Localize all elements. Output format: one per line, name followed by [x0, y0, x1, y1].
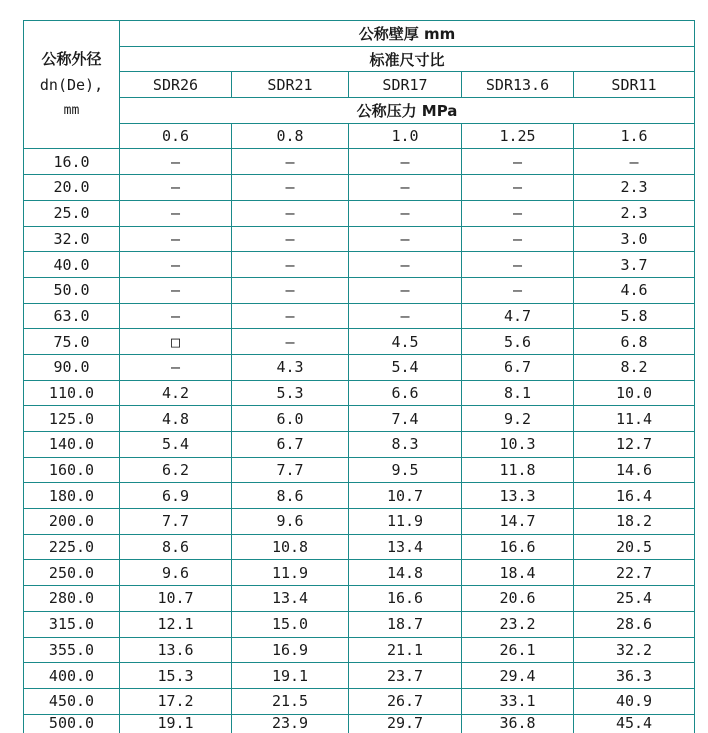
diameter-header-cell [24, 21, 120, 149]
thickness-cell: 4.2 [120, 380, 232, 406]
thickness-cell: – [232, 252, 349, 278]
thickness-cell: – [462, 149, 574, 175]
sdr-column-header: SDR21 [232, 72, 349, 98]
thickness-cell: – [462, 252, 574, 278]
table-row [24, 406, 695, 432]
thickness-cell: – [349, 226, 462, 252]
pressure-value: 1.0 [349, 123, 462, 149]
table-row [24, 200, 695, 226]
thickness-cell: – [462, 175, 574, 201]
thickness-cell: – [120, 226, 232, 252]
table-row [24, 252, 695, 278]
thickness-cell: 11.9 [232, 560, 349, 586]
header-row-pressure [24, 98, 695, 124]
table-row [24, 175, 695, 201]
pressure-value: 1.25 [462, 123, 574, 149]
table-row [24, 663, 695, 689]
thickness-cell: – [232, 329, 349, 355]
table-row [24, 149, 695, 175]
diameter-cell: 250.0 [24, 560, 120, 586]
thickness-cell: 40.9 [574, 688, 695, 714]
thickness-cell: 20.5 [574, 534, 695, 560]
thickness-cell: – [120, 303, 232, 329]
diameter-cell: 63.0 [24, 303, 120, 329]
thickness-cell: 18.2 [574, 509, 695, 535]
thickness-cell: 2.3 [574, 200, 695, 226]
thickness-cell: – [232, 149, 349, 175]
thickness-cell: 13.6 [120, 637, 232, 663]
diameter-cell: 225.0 [24, 534, 120, 560]
thickness-cell: 26.7 [349, 688, 462, 714]
thickness-cell: – [232, 226, 349, 252]
thickness-cell: 28.6 [574, 611, 695, 637]
table-row [24, 226, 695, 252]
table-row [24, 380, 695, 406]
diameter-cell: 32.0 [24, 226, 120, 252]
thickness-cell: 4.5 [349, 329, 462, 355]
thickness-cell: 8.6 [120, 534, 232, 560]
thickness-cell: 32.2 [574, 637, 695, 663]
thickness-cell: 12.1 [120, 611, 232, 637]
thickness-cell: 11.9 [349, 509, 462, 535]
thickness-cell: 10.3 [462, 432, 574, 458]
diameter-cell: 280.0 [24, 586, 120, 612]
table-row [24, 354, 695, 380]
thickness-cell: – [574, 149, 695, 175]
diameter-cell: 75.0 [24, 329, 120, 355]
thickness-cell: 25.4 [574, 586, 695, 612]
wall-thickness-header: 公称壁厚 mm [120, 21, 695, 47]
sdr-column-header: SDR11 [574, 72, 695, 98]
thickness-cell: 18.4 [462, 560, 574, 586]
thickness-cell: – [349, 303, 462, 329]
thickness-cell: 23.2 [462, 611, 574, 637]
thickness-cell: 6.0 [232, 406, 349, 432]
thickness-cell: 4.3 [232, 354, 349, 380]
thickness-cell: – [462, 277, 574, 303]
sdr-column-header: SDR13.6 [462, 72, 574, 98]
thickness-cell: 7.4 [349, 406, 462, 432]
thickness-cell: – [120, 149, 232, 175]
thickness-cell: 15.3 [120, 663, 232, 689]
thickness-cell: 8.2 [574, 354, 695, 380]
table-row [24, 303, 695, 329]
thickness-cell: 9.2 [462, 406, 574, 432]
thickness-cell: – [232, 175, 349, 201]
diameter-cell: 20.0 [24, 175, 120, 201]
table-row [24, 457, 695, 483]
thickness-cell: 2.3 [574, 175, 695, 201]
thickness-cell: 23.9 [232, 714, 349, 733]
thickness-cell: 3.7 [574, 252, 695, 278]
thickness-cell: 10.7 [349, 483, 462, 509]
diameter-cell: 110.0 [24, 380, 120, 406]
table-row [24, 329, 695, 355]
thickness-cell: 29.7 [349, 714, 462, 733]
table-row [24, 560, 695, 586]
thickness-cell: – [349, 200, 462, 226]
thickness-cell: 8.6 [232, 483, 349, 509]
thickness-cell: – [232, 200, 349, 226]
thickness-cell: 5.4 [120, 432, 232, 458]
thickness-cell: 5.8 [574, 303, 695, 329]
thickness-cell: 36.3 [574, 663, 695, 689]
thickness-cell: 16.9 [232, 637, 349, 663]
thickness-cell: – [349, 149, 462, 175]
table-row [24, 509, 695, 535]
pressure-header: 公称压力 MPa [120, 98, 695, 124]
header-row-wall-thickness [24, 21, 695, 47]
thickness-cell: 17.2 [120, 688, 232, 714]
thickness-cell: 5.3 [232, 380, 349, 406]
pipe-spec-table [23, 20, 695, 733]
thickness-cell: – [349, 175, 462, 201]
diameter-cell: 16.0 [24, 149, 120, 175]
thickness-cell: 36.8 [462, 714, 574, 733]
thickness-cell: 4.6 [574, 277, 695, 303]
thickness-cell: 19.1 [232, 663, 349, 689]
diameter-cell: 160.0 [24, 457, 120, 483]
thickness-cell: 13.3 [462, 483, 574, 509]
diameter-label-line1: 公称外径 [41, 49, 102, 68]
thickness-cell: 7.7 [120, 509, 232, 535]
pressure-value: 0.6 [120, 123, 232, 149]
diameter-cell: 400.0 [24, 663, 120, 689]
diameter-cell: 200.0 [24, 509, 120, 535]
thickness-cell: 11.4 [574, 406, 695, 432]
thickness-cell: 8.1 [462, 380, 574, 406]
thickness-cell: 8.3 [349, 432, 462, 458]
thickness-cell: 6.2 [120, 457, 232, 483]
thickness-cell: 9.6 [232, 509, 349, 535]
header-row-pressure-values [24, 123, 695, 149]
diameter-cell: 180.0 [24, 483, 120, 509]
thickness-cell: – [232, 303, 349, 329]
sdr-ratio-header: 标准尺寸比 [120, 46, 695, 72]
thickness-cell: – [462, 226, 574, 252]
thickness-cell: 33.1 [462, 688, 574, 714]
thickness-cell: 14.6 [574, 457, 695, 483]
table-row [24, 611, 695, 637]
thickness-cell: 9.5 [349, 457, 462, 483]
thickness-cell: 6.7 [232, 432, 349, 458]
thickness-cell: 4.7 [462, 303, 574, 329]
thickness-cell: 5.6 [462, 329, 574, 355]
sdr-column-header: SDR26 [120, 72, 232, 98]
diameter-cell: 450.0 [24, 688, 120, 714]
thickness-cell: 7.7 [232, 457, 349, 483]
pressure-value: 1.6 [574, 123, 695, 149]
pressure-value: 0.8 [232, 123, 349, 149]
diameter-cell: 125.0 [24, 406, 120, 432]
thickness-cell: 6.7 [462, 354, 574, 380]
table-row [24, 277, 695, 303]
thickness-cell: – [120, 277, 232, 303]
diameter-cell: 25.0 [24, 200, 120, 226]
thickness-cell: – [120, 200, 232, 226]
thickness-cell: 16.6 [462, 534, 574, 560]
thickness-cell: 21.5 [232, 688, 349, 714]
thickness-cell: 16.6 [349, 586, 462, 612]
thickness-cell: – [349, 252, 462, 278]
thickness-cell: 3.0 [574, 226, 695, 252]
thickness-cell: 12.7 [574, 432, 695, 458]
thickness-cell: 13.4 [232, 586, 349, 612]
thickness-cell: 14.8 [349, 560, 462, 586]
thickness-cell: 6.8 [574, 329, 695, 355]
thickness-cell: 11.8 [462, 457, 574, 483]
thickness-cell: 20.6 [462, 586, 574, 612]
thickness-cell: 45.4 [574, 714, 695, 733]
thickness-cell: 10.7 [120, 586, 232, 612]
thickness-cell: – [349, 277, 462, 303]
thickness-cell: 6.6 [349, 380, 462, 406]
thickness-cell: 18.7 [349, 611, 462, 637]
thickness-cell: 6.9 [120, 483, 232, 509]
thickness-cell: 26.1 [462, 637, 574, 663]
table-row [24, 483, 695, 509]
thickness-cell: 4.8 [120, 406, 232, 432]
diameter-label-line2: dn(De), [39, 75, 104, 94]
thickness-cell: 10.0 [574, 380, 695, 406]
table-row [24, 586, 695, 612]
diameter-cell: 90.0 [24, 354, 120, 380]
thickness-cell: 15.0 [232, 611, 349, 637]
header-row-sdr-columns [24, 72, 695, 98]
thickness-cell: 19.1 [120, 714, 232, 733]
thickness-cell: 14.7 [462, 509, 574, 535]
thickness-cell: 16.4 [574, 483, 695, 509]
thickness-cell: 10.8 [232, 534, 349, 560]
thickness-cell: – [120, 175, 232, 201]
diameter-cell: 500.0 [24, 714, 120, 733]
thickness-cell: 29.4 [462, 663, 574, 689]
thickness-cell: 5.4 [349, 354, 462, 380]
thickness-cell: □ [120, 329, 232, 355]
diameter-label-line3: mm [63, 102, 80, 118]
table-row [24, 432, 695, 458]
thickness-cell: 9.6 [120, 560, 232, 586]
diameter-cell: 50.0 [24, 277, 120, 303]
header-row-sdr [24, 46, 695, 72]
diameter-cell: 140.0 [24, 432, 120, 458]
table-row [24, 534, 695, 560]
diameter-cell: 40.0 [24, 252, 120, 278]
diameter-cell: 355.0 [24, 637, 120, 663]
thickness-cell: 21.1 [349, 637, 462, 663]
table-row [24, 688, 695, 714]
thickness-cell: 13.4 [349, 534, 462, 560]
thickness-cell: – [120, 252, 232, 278]
sdr-column-header: SDR17 [349, 72, 462, 98]
table-row [24, 637, 695, 663]
thickness-cell: 23.7 [349, 663, 462, 689]
thickness-cell: – [462, 200, 574, 226]
diameter-cell: 315.0 [24, 611, 120, 637]
thickness-cell: – [232, 277, 349, 303]
thickness-cell: 22.7 [574, 560, 695, 586]
thickness-cell: – [120, 354, 232, 380]
